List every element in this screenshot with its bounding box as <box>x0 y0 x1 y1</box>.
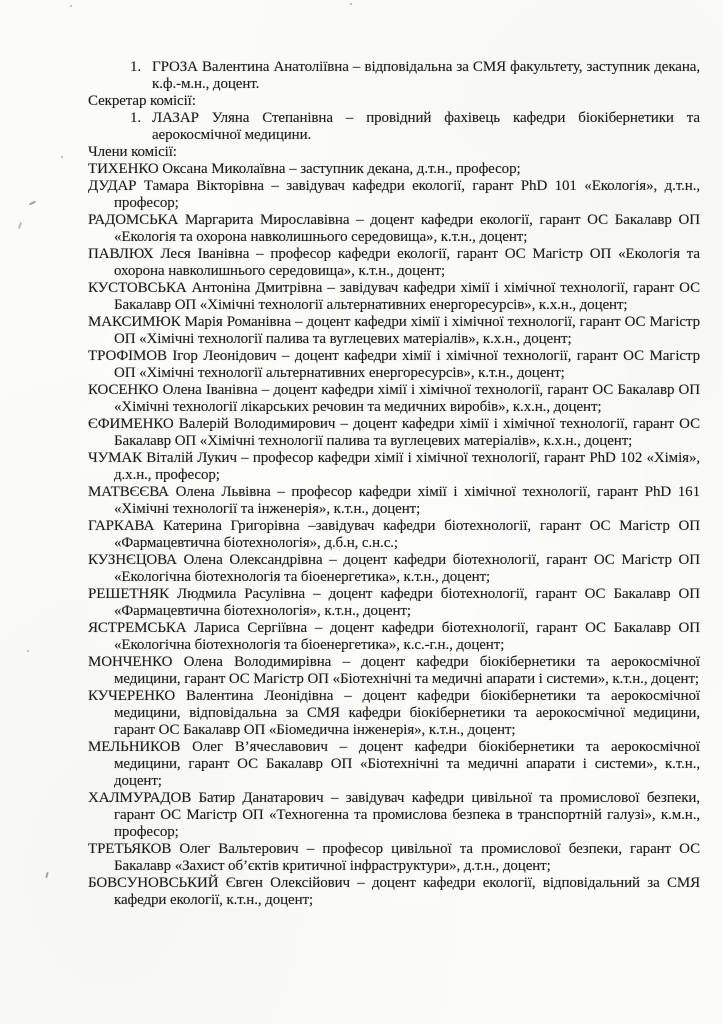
scan-speck <box>27 650 29 652</box>
list-number: 1. <box>130 110 142 126</box>
member-entry: ДУДАР Тамара Вікторівна – завідувач кафедри екології, гарант PhD 101 «Екологія», д.т.н., професор; <box>88 178 700 211</box>
member-entry: БОВСУНОВСЬКИЙ Євген Олексійович – доцент кафедри екології, відповідальний за СМЯ кафедри екології, к.т.н., доцент; <box>88 875 700 908</box>
member-entry: МЕЛЬНИКОВ Олег В’ячеславович – доцент кафедри біокібернетики та аерокосмічної медицини, гарант ОС Бакалавр ОП «Біотехнічні та медичні апарати і системи», к.т.н., доцент; <box>88 739 700 789</box>
secretary-heading: Секретар комісії: <box>88 93 196 109</box>
member-entry: ЄФИМЕНКО Валерій Володимирович – доцент кафедри хімії і хімічної технології, гарант ОС Бакалавр ОП «Хімічні технології палива та вуглецевих матеріалів», к.х.н., доцент; <box>88 416 700 449</box>
member-entry: МАТВЄЄВА Олена Львівна – професор кафедри хімії і хімічної технології, гарант PhD 161 «Хімічні технології та інженерія», к.т.н., доцент; <box>88 484 700 517</box>
responsible-entry <box>88 59 700 93</box>
member-entry: ПАВЛЮХ Леся Іванівна – професор кафедри екології, гарант ОС Магістр ОП «Екологія та охорона навколишнього середовища», к.т.н., доцент; <box>88 246 700 279</box>
secretary-entry-text: ЛАЗАР Уляна Степанівна – провідний фахівець кафедри біокібернетики та аерокосмічної медицини. <box>152 110 700 143</box>
document-text-block <box>88 59 700 909</box>
list-number: 1. <box>130 59 142 75</box>
scan-speck <box>61 156 63 158</box>
member-entry: РАДОМСЬКА Маргарита Мирославівна – доцент кафедри екології, гарант ОС Бакалавр ОП «Екологія та охорона навколишнього середовища», к.т.н., доцент; <box>88 212 700 245</box>
scan-speck <box>70 5 72 7</box>
secretary-entry <box>88 110 700 144</box>
member-entry: ТИХЕНКО Оксана Миколаївна – заступник декана, д.т.н., професор; <box>88 161 521 177</box>
member-entry: ТРОФІМОВ Ігор Леонідович – доцент кафедри хімії і хімічної технології, гарант ОС Магістр ОП «Хімічні технології альтернативних енергоресурсів», к.т.н., доцент; <box>88 348 700 381</box>
members-heading: Члени комісії: <box>88 144 177 160</box>
scan-speck <box>350 3 352 5</box>
scan-speck <box>45 872 48 878</box>
member-entry: ЯСТРЕМСЬКА Лариса Сергіївна – доцент кафедри біотехнології, гарант ОС Бакалавр ОП «Екологічна біотехнологія та біоенергетика», к.с.-г.н., доцент; <box>88 620 700 653</box>
member-entry: ЧУМАК Віталій Лукич – професор кафедри хімії і хімічної технології, гарант PhD 102 «Хімія», д.х.н., професор; <box>88 450 700 483</box>
member-entry: МОНЧЕНКО Олена Володимирівна – доцент кафедри біокібернетики та аерокосмічної медицини, гарант ОС Магістр ОП «Біотехнічні та медичні апарати і системи», к.т.н., доцент; <box>88 654 700 687</box>
member-entry: ГАРКАВА Катерина Григорівна –завідувач кафедри біотехнології, гарант ОС Магістр ОП «Фармацевтична біотехнологія», д.б.н, с.н.с.; <box>88 518 700 551</box>
member-entry: МАКСИМЮК Марія Романівна – доцент кафедри хімії і хімічної технології, гарант ОС Магістр ОП «Хімічні технології палива та вуглецевих матеріалів», к.х.н., доцент; <box>88 314 700 347</box>
member-entry: КУЗНЄЦОВА Олена Олександрівна – доцент кафедри біотехнології, гарант ОС Магістр ОП «Екологічна біотехнологія та біоенергетика», к.т.н., доцент; <box>88 552 700 585</box>
scan-speck <box>29 201 36 206</box>
member-entry: ТРЕТЬЯКОВ Олег Вальтерович – професор цивільної та промислової безпеки, гарант ОС Бакалавр «Захист об’єктів критичної інфраструктури», д.т.н., доцент; <box>88 841 700 874</box>
member-entry: РЕШЕТНЯК Людмила Расулівна – доцент кафедри біотехнології, гарант ОС Бакалавр ОП «Фармацевтична біотехнологія», к.т.н., доцент; <box>88 586 700 619</box>
responsible-entry-text: ГРОЗА Валентина Анатоліївна – відповідальна за СМЯ факультету, заступник декана, к.ф.-м.н., доцент. <box>152 59 700 92</box>
member-entry: КУЧЕРЕНКО Валентина Леонідівна – доцент кафедри біокібернетики та аерокосмічної медицини, відповідальна за СМЯ кафедри біокібернетики та аерокосмічної медицини, гарант ОС Бакалавр ОП «Біомедична інженерія», к.т.н., доцент; <box>88 688 700 738</box>
member-entry: КУСТОВСЬКА Антоніна Дмитрівна – завідувач кафедри хімії і хімічної технології, гарант ОС Бакалавр ОП «Хімічні технології альтернативних енергоресурсів», к.х.н., доцент; <box>88 280 700 313</box>
member-entry: КОСЕНКО Олена Іванівна – доцент кафедри хімії і хімічної технології, гарант ОС Бакалавр ОП «Хімічні технології лікарських речовин та медичних виробів», к.х.н., доцент; <box>88 382 700 415</box>
member-entry: ХАЛМУРАДОВ Батир Данатарович – завідувач кафедри цивільної та промислової безпеки, гарант ОС Магістр ОП «Техногенна та промислова безпека в транспортній галузі», к.м.н., професор; <box>88 790 700 840</box>
scan-speck <box>18 222 22 229</box>
